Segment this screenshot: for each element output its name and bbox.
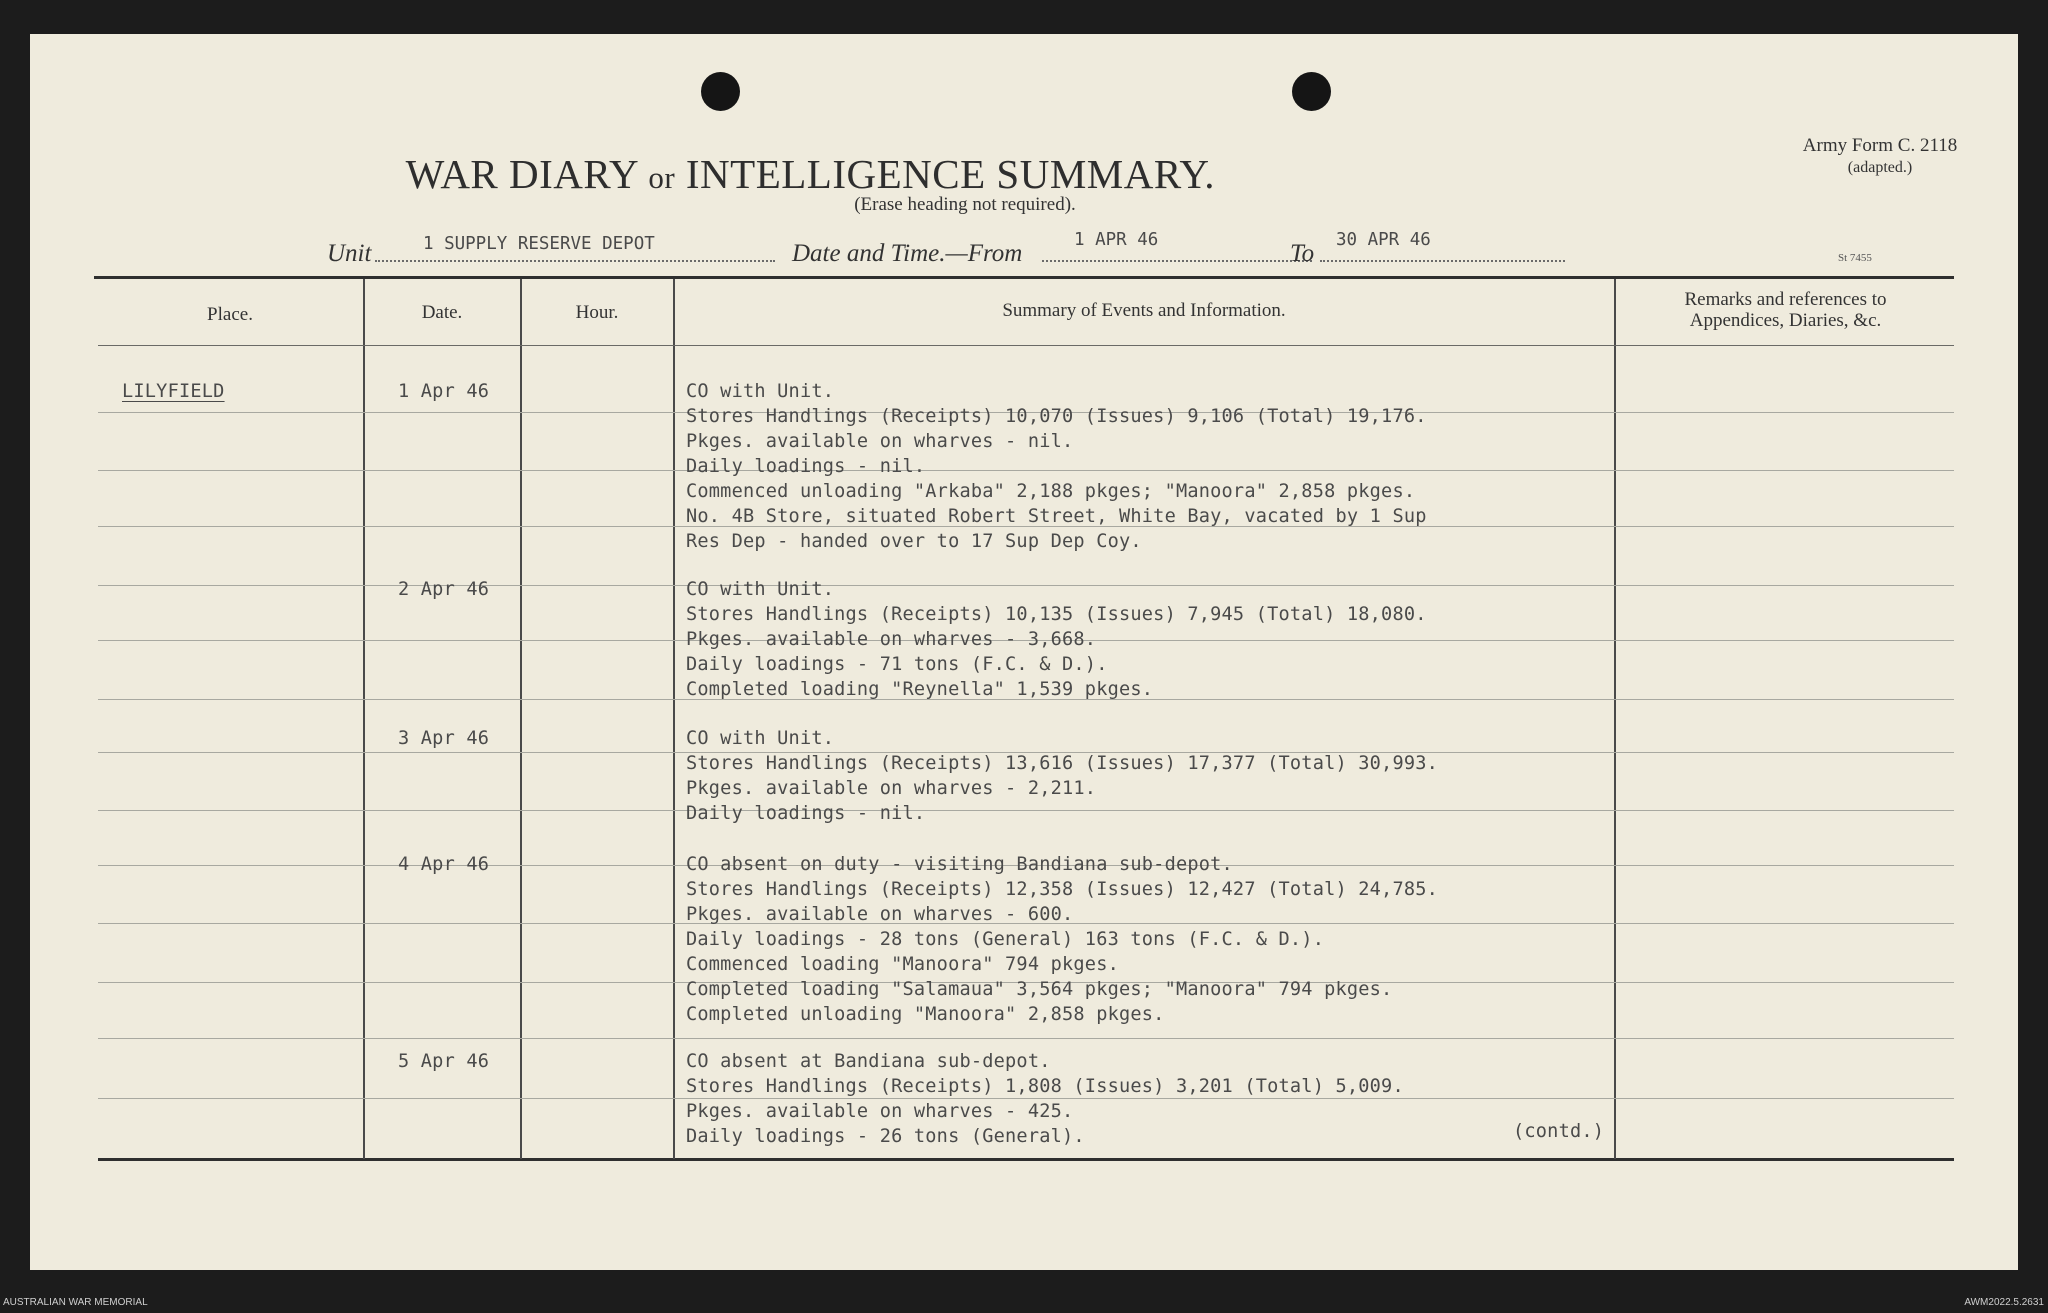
summary-line: Stores Handlings (Receipts) 13,616 (Issues) 17,377 (Total) 30,993. xyxy=(686,753,1439,774)
place-value: LILYFIELD xyxy=(122,381,225,402)
date-from-value: 1 APR 46 xyxy=(1074,230,1159,250)
summary-line: CO absent on duty - visiting Bandiana sub-depot. xyxy=(686,854,1233,875)
summary-line: Completed loading "Reynella" 1,539 pkges. xyxy=(686,679,1154,700)
date-from-dotted-line xyxy=(1042,260,1312,262)
summary-line: Pkges. available on wharves - 2,211. xyxy=(686,778,1097,799)
column-header-place: Place. xyxy=(207,304,253,325)
stock-number: St 7455 xyxy=(1838,252,1872,264)
unit-label: Unit xyxy=(327,240,372,267)
row-rule xyxy=(98,810,1954,811)
row-rule xyxy=(98,585,1954,586)
summary-line: Pkges. available on wharves - 425. xyxy=(686,1101,1074,1122)
summary-line: Daily loadings - nil. xyxy=(686,456,926,477)
column-header-summary: Summary of Events and Information. xyxy=(1002,300,1286,321)
summary-line: Stores Handlings (Receipts) 12,358 (Issues) 12,427 (Total) 24,785. xyxy=(686,879,1439,900)
summary-line: No. 4B Store, situated Robert Street, White Bay, vacated by 1 Sup xyxy=(686,506,1427,527)
army-form-number xyxy=(1760,135,2000,179)
entry-date: 4 Apr 46 xyxy=(398,854,490,875)
title-or: or xyxy=(648,160,676,195)
summary-line: Commenced loading "Manoora" 794 pkges. xyxy=(686,954,1119,975)
entry-date: 3 Apr 46 xyxy=(398,728,490,749)
summary-line: Daily loadings - 28 tons (General) 163 tons (F.C. & D.). xyxy=(686,929,1325,950)
column-divider-date xyxy=(520,279,522,1159)
row-rule xyxy=(98,1038,1954,1039)
remarks-header-line1: Remarks and references to xyxy=(1684,289,1887,310)
form-title xyxy=(30,150,1215,198)
summary-line: Completed unloading "Manoora" 2,858 pkges. xyxy=(686,1004,1165,1025)
summary-line: Stores Handlings (Receipts) 10,135 (Issues) 7,945 (Total) 18,080. xyxy=(686,604,1427,625)
to-label: To xyxy=(1290,240,1315,267)
date-to-dotted-line xyxy=(1320,260,1565,262)
column-divider-place xyxy=(363,279,365,1159)
punch-hole-right xyxy=(1292,72,1331,111)
column-header-hour: Hour. xyxy=(575,302,619,323)
footer-accession: AWM2022.5.2631 xyxy=(1964,1297,2044,1308)
summary-line: Pkges. available on wharves - 3,668. xyxy=(686,629,1097,650)
remarks-header-line2: Appendices, Diaries, &c. xyxy=(1689,310,1882,331)
table-bottom-border xyxy=(98,1158,1954,1161)
summary-line: Stores Handlings (Receipts) 10,070 (Issues) 9,106 (Total) 19,176. xyxy=(686,406,1427,427)
unit-dotted-line xyxy=(375,260,775,262)
summary-line: Completed loading "Salamaua" 3,564 pkges; "Manoora" 794 pkges. xyxy=(686,979,1393,1000)
row-rule xyxy=(98,1098,1954,1099)
summary-line: Commenced unloading "Arkaba" 2,188 pkges; "Manoora" 2,858 pkges. xyxy=(686,481,1416,502)
date-time-label: Date and Time.—From xyxy=(792,240,1023,267)
summary-line: Daily loadings - 26 tons (General). xyxy=(686,1126,1085,1147)
column-divider-hour xyxy=(673,279,675,1159)
punch-hole-left xyxy=(701,72,740,111)
contd-note: (contd.) xyxy=(1513,1121,1605,1142)
entry-date: 5 Apr 46 xyxy=(398,1051,490,1072)
header-rule xyxy=(98,345,1954,346)
unit-value: 1 SUPPLY RESERVE DEPOT xyxy=(423,234,655,254)
summary-line: Stores Handlings (Receipts) 1,808 (Issues) 3,201 (Total) 5,009. xyxy=(686,1076,1404,1097)
entry-date: 1 Apr 46 xyxy=(398,381,490,402)
summary-line: Pkges. available on wharves - nil. xyxy=(686,431,1074,452)
summary-line: Pkges. available on wharves - 600. xyxy=(686,904,1074,925)
army-form-label: Army Form C. 2118 xyxy=(1802,135,1958,156)
title-intelligence-summary: INTELLIGENCE SUMMARY. xyxy=(685,151,1215,197)
table-top-border xyxy=(94,276,1954,279)
column-header-date: Date. xyxy=(421,302,463,323)
entry-date: 2 Apr 46 xyxy=(398,579,490,600)
column-header-remarks xyxy=(1617,289,1954,331)
summary-line: Res Dep - handed over to 17 Sup Dep Coy. xyxy=(686,531,1142,552)
footer-institution: AUSTRALIAN WAR MEMORIAL xyxy=(3,1297,148,1308)
form-subtitle: (Erase heading not required). xyxy=(854,194,1076,215)
summary-line: Daily loadings - 71 tons (F.C. & D.). xyxy=(686,654,1108,675)
title-war-diary: WAR DIARY xyxy=(405,151,638,197)
summary-line: CO with Unit. xyxy=(686,579,835,600)
diary-page xyxy=(30,34,2018,1270)
column-divider-summary xyxy=(1614,279,1616,1159)
army-form-note: (adapted.) xyxy=(1847,159,1913,176)
summary-line: Daily loadings - nil. xyxy=(686,803,926,824)
summary-line: CO with Unit. xyxy=(686,728,835,749)
date-to-value: 30 APR 46 xyxy=(1336,230,1431,250)
summary-line: CO absent at Bandiana sub-depot. xyxy=(686,1051,1051,1072)
row-rule xyxy=(98,470,1954,471)
summary-line: CO with Unit. xyxy=(686,381,835,402)
